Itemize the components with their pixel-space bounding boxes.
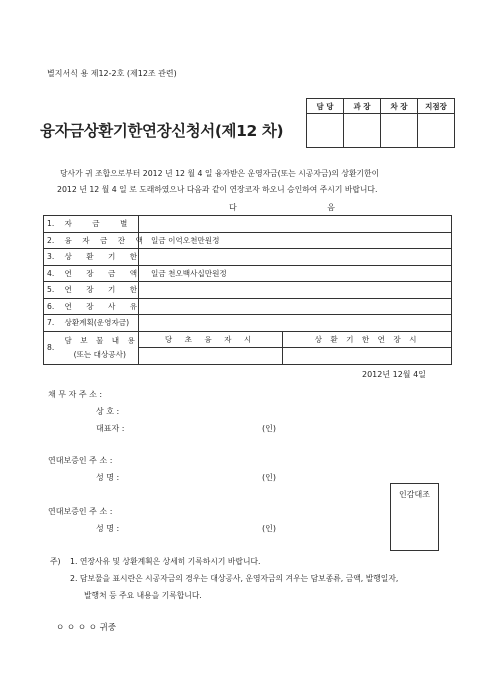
guarantor1-name-label: 성 명 : (96, 473, 120, 482)
row-number: 5. (44, 282, 62, 299)
application-date: 2012년 12월 4일 (362, 370, 426, 379)
row-value[interactable] (139, 282, 452, 299)
note-2: 2. 담보물을 표시란은 시공자금의 경우는 대상공사, 운영자금의 겨우는 담보종류, 금액, 발행일자, (70, 574, 399, 583)
note-1: 1. 연장사유 및 상환계획은 상세히 기록하시기 바랍니다. (70, 557, 261, 566)
approval-signature-cell[interactable] (344, 114, 381, 148)
table-row (44, 232, 452, 249)
row-label: 상환계획(운영자금) (62, 315, 139, 332)
debtor-address-label: 채 무 자 주 소 : (48, 390, 103, 399)
debtor-rep-label: 대표자 : (96, 424, 125, 433)
guarantor2-seal-mark: (인) (262, 524, 276, 533)
row-number: 1. (44, 216, 62, 233)
note-3: 발행처 등 주요 내용을 기록합니다. (84, 591, 202, 600)
guarantor2-address-label: 연대보증인 주 소 : (48, 507, 113, 516)
guarantor2-name-label: 성 명 : (96, 524, 120, 533)
seal-comparison-label: 인감대조 (399, 490, 430, 499)
recipient-line: ㅇ ㅇ ㅇ ㅇ 귀중 (56, 623, 117, 633)
approval-signature-cell[interactable] (307, 114, 344, 148)
row-number: 7. (44, 315, 62, 332)
table-row (44, 298, 452, 315)
guarantor1-seal-mark: (인) (262, 473, 276, 482)
seal-comparison-box (390, 483, 439, 551)
form-reference: 별지서식 용 제12-2호 (제12조 관련) (47, 69, 177, 78)
row-value[interactable] (139, 298, 452, 315)
intro-line-1: 당사가 귀 조합으로부터 2012 년 12 월 4 일 융자받은 운영자금(또는 시공자금)의 상환기한이 (60, 169, 380, 178)
column-header-extension: 상 환 기 한 연 장 시 (283, 331, 452, 348)
row-number: 6. (44, 298, 62, 315)
row-value[interactable]: 일금 천오백사십만원정 (139, 265, 452, 282)
debtor-company-label: 상 호 : (96, 407, 120, 416)
collateral-original-cell[interactable] (139, 348, 283, 365)
guarantor1-address-label: 연대보증인 주 소 : (48, 456, 113, 465)
row-label: 연 장 기 한 (62, 282, 139, 299)
table-row (44, 331, 452, 348)
approval-signature-cell[interactable] (418, 114, 455, 148)
row-label (62, 331, 139, 364)
approval-header-staff: 담 당 (307, 99, 344, 114)
table-row (44, 265, 452, 282)
approval-header-branch-manager: 지점장 (418, 99, 455, 114)
approval-header-deputy: 차 장 (381, 99, 418, 114)
table-row (44, 249, 452, 266)
row-label: 연 장 사 유 (62, 298, 139, 315)
collateral-sublabel: (또는 대상공사) (73, 349, 126, 359)
debtor-seal-mark: (인) (262, 424, 276, 433)
collateral-label: 담 보 물 내 용 (64, 335, 138, 345)
row-label: 연 장 금 액 (62, 265, 139, 282)
row-number: 4. (44, 265, 62, 282)
page-title: 융자금상환기한연장신청서(제12 차) (40, 122, 284, 140)
row-number: 2. (44, 232, 62, 249)
table-row (44, 315, 452, 332)
approval-signature-cell[interactable] (381, 114, 418, 148)
table-row (44, 282, 452, 299)
row-number: 8. (44, 331, 62, 364)
collateral-extension-cell[interactable] (283, 348, 452, 365)
column-header-original: 당 초 융 자 시 (139, 331, 283, 348)
row-value[interactable] (139, 315, 452, 332)
row-label: 자 금 별 (62, 216, 139, 233)
table-row (44, 216, 452, 233)
approval-table (306, 98, 455, 148)
intro-line-2: 2012 년 12 월 4 일 로 도래하였으나 다음과 같이 연장코자 하오니 승인하여 주시기 바랍니다. (57, 185, 378, 194)
row-label: 상 환 기 한 (62, 249, 139, 266)
row-value[interactable] (139, 249, 452, 266)
notes-label: 주) (50, 557, 61, 566)
application-table (43, 215, 452, 365)
row-number: 3. (44, 249, 62, 266)
row-value[interactable]: 일금 이억오천만원정 (139, 232, 452, 249)
row-label: 융 자 금 잔 액 (62, 232, 139, 249)
section-heading: 다 음 (229, 203, 379, 212)
row-value[interactable] (139, 216, 452, 233)
approval-header-section-chief: 과 장 (344, 99, 381, 114)
